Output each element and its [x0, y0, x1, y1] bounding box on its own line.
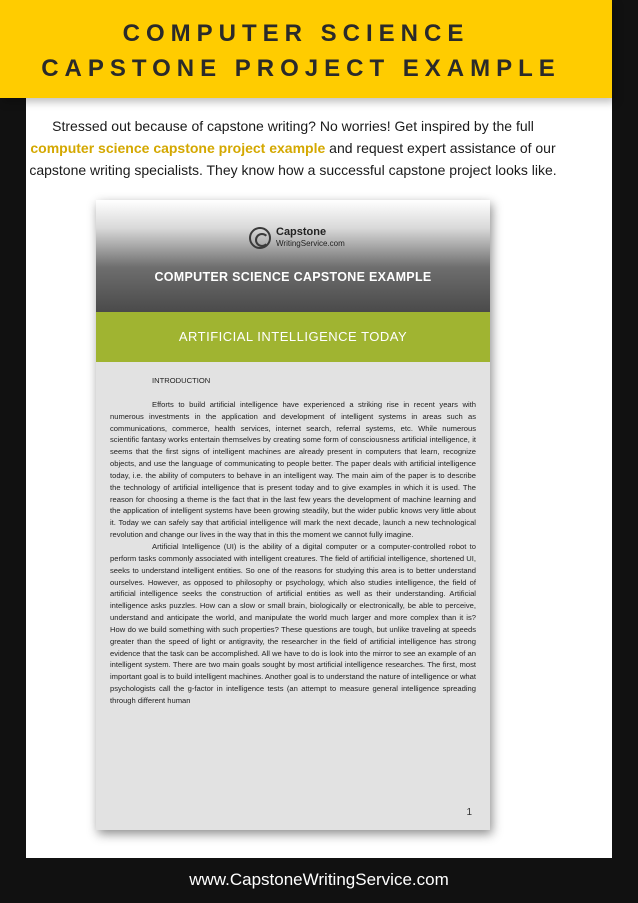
- sample-page-title: COMPUTER SCIENCE CAPSTONE EXAMPLE: [154, 270, 432, 284]
- banner-title-line1: COMPUTER SCIENCE: [122, 20, 470, 47]
- sample-page-band: [96, 312, 490, 362]
- logo-name: Capstone: [276, 226, 327, 238]
- logo-url: WritingService.com: [276, 239, 345, 248]
- sample-page-body: [110, 375, 476, 707]
- logo-emblem-icon: [249, 227, 271, 249]
- capstone-logo: [249, 222, 345, 254]
- sample-page-number: 1: [466, 807, 472, 818]
- sample-paragraph-2: Artificial Intelligence (UI) is the ability of a digital computer or a computer-controlled robot to perform tasks commonly associated with intelligent creatures. The field of artificial intelligence, shortened UI, seeks to understand intelligent entities. So one of the reasons for studying this area is to better understand ourselves. However, as opposed to philosophy or psychology, which also studies intelligence, the field of artificial intelligence seeks the construction of artificial entities as well as their understanding. Artificial intelligence asks puzzles. How can a slow or small brain, biologically or electronically, be able to perceive, understand and anticipate the world, and manipulate the world much larger and more complex than it is? How do we build something with such properties? These questions are tough, but unlike traveling at speeds greater than the speed of light or antigravity, the researcher in the field of artificial intelligence has strong evidence that the task can be accomplished. All we have to do is look into the mirror to see an example of an intelligent system. There are two main goals sought by most artificial intelligence researches. The first, most important goal is to build intelligent machines. Another goal is to understand the nature of intelligence or what psychologists call the g-factor in intelligence tests (an attempt to measure general intelligence spreading through different human: [110, 541, 476, 705]
- sample-paragraph-1: Efforts to build artificial intelligence have experienced a striking rise in recent years with numerous investments in the application and development of intelligent systems in areas such as communications, commerce, health services, internet search, referral systems, etc. While numerous scientific fantasy works entertain themselves by creating some form of consciousness artificial intelligence, it seems that the first signs of intelligent machines are already present in computers that learn, recognize objects, and use the language of communicating to people better. The paper deals with artificial intelligence today, i.e. the ability of computers to behave in an intelligent way. The main aim of the paper is to describe the technology of artificial intelligence that is present today and to give examples in which it is used. The reason for choosing a theme is the fact that in the last few years the development of machine learning and the application of intelligent systems have been growing steadily, but the wider public knows very little about it. Today we can safely say that artificial intelligence will mark the next decade, launch a new technological revolution and change our lives in the way that in this the moment we cannot fully imagine.: [110, 399, 476, 540]
- banner-title-line2: CAPSTONE PROJECT EXAMPLE: [41, 55, 561, 82]
- footer-website-link[interactable]: www.CapstoneWritingService.com: [189, 870, 449, 889]
- intro-part1: Stressed out because of capstone writing? No worries! Get inspired by the full: [52, 118, 534, 134]
- sample-section-heading: INTRODUCTION: [152, 376, 211, 385]
- intro-part2: and request expert assistance of our capstone writing specialists. They know how a successful capstone project looks like.: [29, 140, 557, 178]
- sample-page-subtitle: ARTIFICIAL INTELLIGENCE TODAY: [178, 329, 408, 344]
- title-banner: [0, 0, 612, 98]
- intro-text: [10, 115, 576, 181]
- sample-page-preview: [96, 200, 490, 830]
- sample-page-header: [96, 200, 490, 312]
- intro-highlight-link[interactable]: computer science capstone project example: [30, 140, 326, 156]
